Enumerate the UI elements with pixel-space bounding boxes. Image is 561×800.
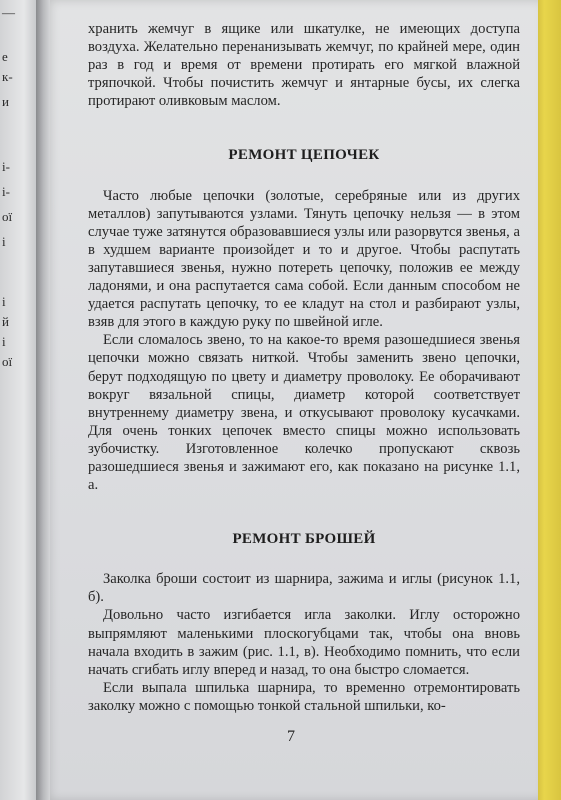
previous-page-edge [0, 0, 40, 800]
left-page-fragment: і [2, 234, 6, 249]
body-paragraph: Довольно часто изгибается игла заколки. Иглу осторожно выпрямляют маленькими плоскогубцами так, чтобы она вновь начала входить в зажим (рис. 1.1, в). Необходимо помнить, что если начать сгибать иглу вперед и назад, то она быстро сломается. [88, 607, 520, 678]
body-paragraph: Часто любые цепочки (золотые, серебряные или из других металлов) запутываются узлами. Тянуть цепочку нельзя — в этом случае туже затянутся образовавшиеся узлы или разорвутся звенья, а в худшем варианте произойдет и то и другое. Чтобы распутать запутавшиеся звенья, нужно потереть цепочку, положив ее между ладонями, и она распутается сама собой. Если данным способом не удается распутать цепочку, то ее кладут на стол и разбирают узлы, взяв для этого в каждую руку по швейной игле. [88, 187, 520, 331]
left-page-fragment: і [2, 334, 6, 349]
left-page-fragment: і [2, 294, 6, 309]
left-page-fragment: — [2, 5, 15, 20]
body-paragraph: Если выпала шпилька шарнира, то временно отремонтировать заколку можно с помощью тонкой стальной шпильки, ко- [88, 679, 520, 714]
intro-paragraph: хранить жемчуг в ящике или шкатулке, не имеющих доступа воздуха. Желательно перенанизывать жемчуг, по крайней мере, один раз в год и время от времени протирать его мягкой влажной тряпочкой. Чтобы почистить жемчуг и янтарные бусы, их слегка протирают оливковым маслом. [88, 21, 520, 110]
left-page-fragment: к- [2, 69, 13, 84]
left-page-fragment: й [2, 314, 9, 329]
book-gutter [36, 0, 50, 800]
body-paragraph: Если сломалось звено, то на какое-то время разошедшиеся звенья цепочки можно связать ниткой. Чтобы заменить звено цепочки, берут подходящую по цвету и диаметру проволоку. Ее оборачивают вокруг вязальной спицы, диаметр которой соответствует внутреннему диаметру звена, и откусывают проволоку кусачками. Для очень тонких цепочек вместо спицы можно использовать зубочистку. Изготовленное колечко пропускают сквозь разошедшиеся звенья и зажимают его, как показано на рисунке 1.1, а. [88, 332, 520, 494]
section-heading-brooch-repair: РЕМОНТ БРОШЕЙ [232, 531, 376, 548]
left-page-fragment: ої [2, 354, 13, 369]
left-page-fragment: ої [2, 209, 13, 224]
left-page-fragment: е [2, 49, 8, 64]
page-body [88, 20, 520, 715]
body-paragraph: Заколка броши состоит из шарнира, зажима и иглы (рисунок 1.1, б). [88, 571, 520, 606]
left-page-fragment: і- [2, 184, 10, 199]
section-heading-chain-repair: РЕМОНТ ЦЕПОЧЕК [228, 147, 380, 164]
left-page-fragment: і- [2, 159, 10, 174]
left-page-fragment: и [2, 94, 9, 109]
page-number: 7 [287, 728, 295, 745]
book-page [44, 0, 538, 800]
